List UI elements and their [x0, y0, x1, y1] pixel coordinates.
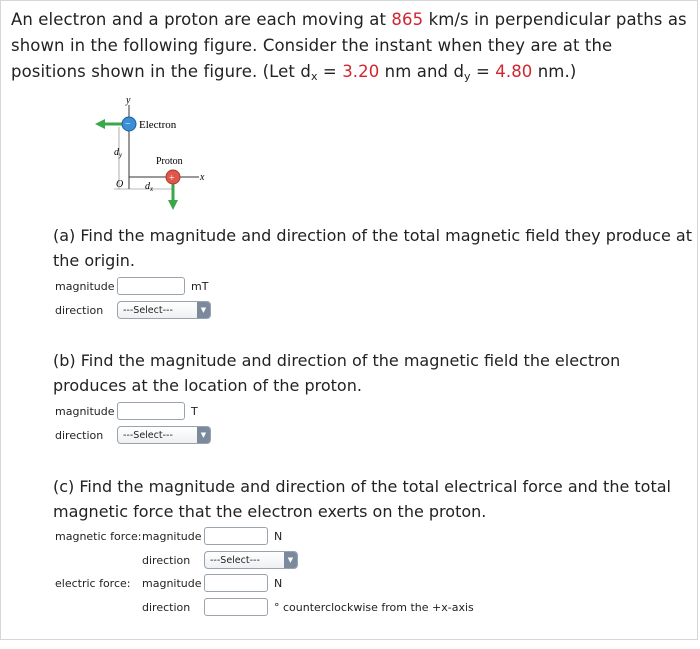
electron-label: Electron [139, 119, 177, 131]
magnitude-label: magnitude [55, 404, 115, 418]
magnetic-magnitude-input[interactable] [204, 527, 268, 545]
direction-label: direction [142, 600, 191, 614]
part-b-magnitude-row [55, 402, 198, 420]
figure-diagram [89, 93, 229, 215]
part-b-unit: T [191, 404, 198, 418]
direction-label: direction [142, 553, 191, 567]
part-c-magnetic-direction-row [142, 551, 298, 569]
chevron-down-icon: ▼ [197, 427, 210, 443]
part-a-magnitude-input[interactable] [117, 277, 185, 295]
part-a-magnitude-row [55, 277, 208, 295]
electric-force-label: electric force: [55, 576, 131, 590]
intro-text: An electron and a proton are each moving at [11, 10, 392, 29]
magnitude-label: magnitude [55, 279, 115, 293]
proton-label: Proton [156, 156, 183, 167]
select-value: ---Select--- [123, 429, 173, 441]
direction-label: direction [55, 428, 104, 442]
electron-arrowhead [95, 119, 105, 129]
y-axis-label: y [126, 95, 131, 106]
dx-label: $d_x$ [145, 181, 154, 193]
part-c-magnetic-magnitude-row [55, 527, 282, 545]
magnitude-label: magnitude [142, 576, 202, 590]
part-c-electric-magnitude-row [55, 574, 282, 592]
dy-symbol: d [453, 62, 465, 81]
direction-label: direction [55, 303, 104, 317]
intro-text: nm.) [532, 62, 577, 81]
origin-label: O [116, 179, 124, 190]
degree-unit-text: ° counterclockwise from the +x-axis [274, 600, 474, 614]
part-a-question: (a) Find the magnitude and direction of the total magnetic field they produce at the origin. [53, 226, 692, 270]
proton-arrowhead [168, 200, 178, 210]
intro-text: km/s in perpendicular paths as shown in the following figure. Consider the instant when they are at the positions shown in the figure. (Let [11, 10, 687, 81]
dx-subscript: x [310, 70, 318, 83]
dx-value: 3.20 [342, 62, 380, 81]
part-b-direction-select[interactable] [117, 426, 211, 444]
equals: = [470, 62, 496, 81]
chevron-down-icon: ▼ [284, 552, 297, 568]
magnetic-unit: N [274, 529, 283, 543]
part-b-magnitude-input[interactable] [117, 402, 185, 420]
electron-sign: − [125, 119, 131, 130]
problem-statement [11, 7, 691, 90]
magnetic-force-label: magnetic force: [55, 529, 142, 543]
chevron-down-icon: ▼ [197, 302, 210, 318]
part-a-direction-select[interactable] [117, 301, 211, 319]
part-c-question: (c) Find the magnitude and direction of the total electrical force and the total magnetic force that the electron exerts on the proton. [53, 477, 671, 521]
select-value: ---Select--- [123, 304, 173, 316]
part-b-direction-row [55, 426, 211, 444]
equals: = [317, 62, 343, 81]
part-b-question: (b) Find the magnitude and direction of the magnetic field the electron produces at the location of the proton. [53, 351, 621, 395]
select-value: ---Select--- [210, 554, 260, 566]
dy-subscript: y [464, 70, 471, 83]
part-a-unit: mT [191, 279, 209, 293]
electric-direction-input[interactable] [204, 598, 268, 616]
part-c-electric-direction-row [142, 598, 474, 616]
electric-magnitude-input[interactable] [204, 574, 268, 592]
dy-value: 4.80 [495, 62, 533, 81]
electric-unit: N [274, 576, 283, 590]
magnitude-label: magnitude [142, 529, 202, 543]
intro-text: nm and [379, 62, 454, 81]
speed-value: 865 [391, 10, 424, 29]
x-axis-label: x [200, 172, 205, 183]
dy-label: $d_y$ [114, 147, 123, 159]
dx-symbol: d [300, 62, 311, 81]
part-a-direction-row [55, 301, 211, 319]
proton-sign: + [169, 173, 175, 184]
magnetic-direction-select[interactable] [204, 551, 298, 569]
